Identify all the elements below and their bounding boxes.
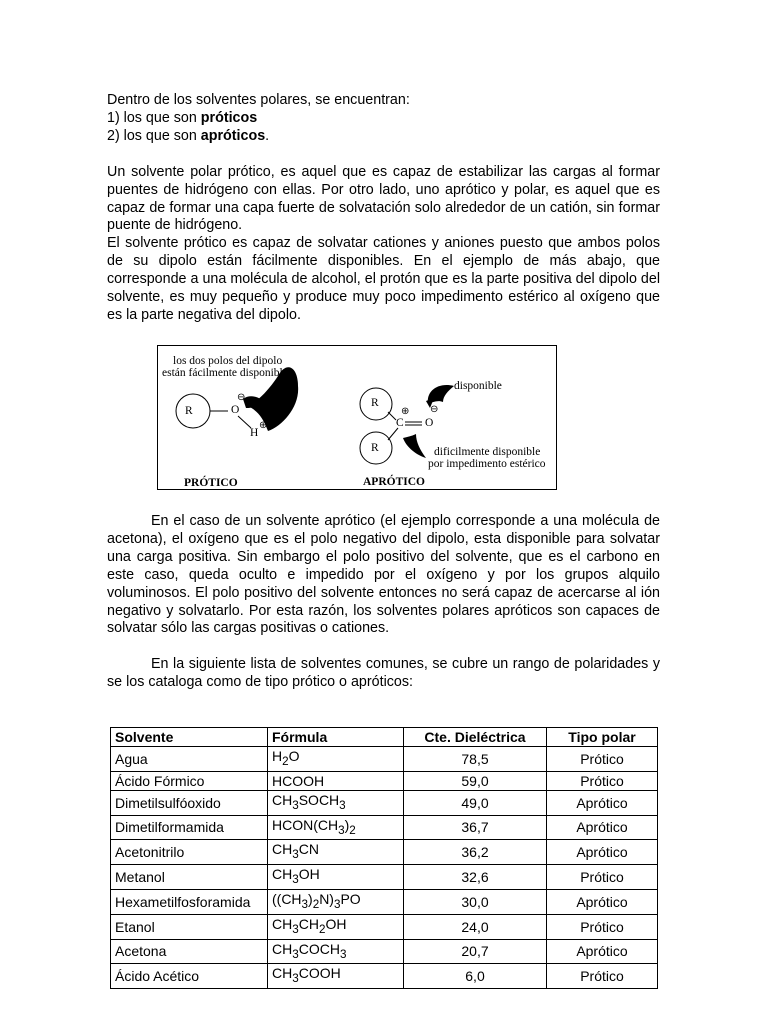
atom-r-aprotic-top: R <box>371 397 379 409</box>
table-row <box>111 964 658 989</box>
table-row <box>111 771 658 790</box>
cell-formula: $CH_3OH$ <box>268 865 404 890</box>
cell-dielectric: 24,0 <box>404 914 547 939</box>
cell-dielectric: 78,5 <box>404 747 547 772</box>
cell-dielectric: 20,7 <box>404 939 547 964</box>
atom-o-protic: O <box>231 404 240 416</box>
r-group-circle-protic <box>176 394 210 428</box>
paragraph-definition: Un solvente polar prótico, es aquel que es capaz de estabilizar las cargas al formar puentes de hidrógeno con ellas. Por otro lado, uno aprótico y polar, es aquel que es capaz de formar una capa fuerte de solvatación solo alrededor de un catión, sin formar puente de hidrógeno. <box>107 163 660 234</box>
cell-polar-type: Aprótico <box>547 939 658 964</box>
cell-dielectric: 59,0 <box>404 771 547 790</box>
cell-solvent: Metanol <box>111 865 268 890</box>
cell-polar-type: Aprótico <box>547 889 658 914</box>
cell-solvent: Agua <box>111 747 268 772</box>
table-row <box>111 840 658 865</box>
cell-dielectric: 49,0 <box>404 790 547 815</box>
cell-solvent: Acetonitrilo <box>111 840 268 865</box>
table-row <box>111 939 658 964</box>
charge-minus-protic: ⊖ <box>237 392 246 403</box>
bond-r-c-bottom <box>388 428 398 440</box>
cell-formula: $CH_3CH_2OH$ <box>268 914 404 939</box>
table-row <box>111 865 658 890</box>
label-available: disponible <box>454 380 502 392</box>
caption-aprotic: APRÓTICO <box>363 476 425 488</box>
cell-solvent: Ácido Acético <box>111 964 268 989</box>
document-body <box>107 92 660 325</box>
cell-formula: $CH_3COCH_3$ <box>268 939 404 964</box>
cell-polar-type: Prótico <box>547 914 658 939</box>
cell-solvent: Etanol <box>111 914 268 939</box>
cell-solvent: Ácido Fórmico <box>111 771 268 790</box>
hindered-lobe <box>403 434 426 458</box>
list-item-aprotic: 2) los que son apróticos. <box>107 127 270 144</box>
cell-polar-type: Prótico <box>547 771 658 790</box>
paragraph-protic: El solvente prótico es capaz de solvatar cationes y aniones puesto que ambos polos de su dipolo están fácilmente disponibles. En el ejemplo de más abajo, que corresponde a una molécula de alcohol, el protón que es la parte positiva del dipolo del solvente, es muy pequeño y produce muy poco impedimento estérico al oxígeno que es la parte negativa del dipolo. <box>107 235 660 323</box>
charge-minus-aprotic: ⊖ <box>430 404 439 415</box>
document-body-lower <box>107 513 660 692</box>
cell-solvent: Hexametilfosforamida <box>111 889 268 914</box>
caption-protic: PRÓTICO <box>184 477 238 489</box>
paragraph-aprotic: En el caso de un solvente aprótico (el ejemplo corresponde a una molécula de acetona), el oxígeno que es el polo negativo del dipolo, esta disponible para solvatar una carga positiva. Sin embargo el polo positivo del solvente, que es el carbono en este caso, queda oculto e impedido por el oxígeno y por los grupos alquilo voluminosos. El polo positivo del solvente entonces no será capaz de acercarse al ión negativo y solvatarlo. Por esta razón, los solventes polares apróticos son capaces de solvatar sólo las cargas positivas o cationes. <box>107 513 660 637</box>
cell-polar-type: Aprótico <box>547 840 658 865</box>
cell-formula: $CH_3CN$ <box>268 840 404 865</box>
cell-dielectric: 6,0 <box>404 964 547 989</box>
cell-formula: $H_2O$ <box>268 747 404 772</box>
cell-dielectric: 30,0 <box>404 889 547 914</box>
table-row <box>111 815 658 840</box>
cell-formula: HCOOH <box>268 771 404 790</box>
table-header-row <box>111 728 658 747</box>
label-protic-line1: los dos polos del dipolo <box>173 355 283 367</box>
cell-polar-type: Aprótico <box>547 815 658 840</box>
cell-polar-type: Prótico <box>547 865 658 890</box>
cell-dielectric: 32,6 <box>404 865 547 890</box>
list-item-protic: 1) los que son próticos <box>107 109 258 126</box>
atom-o-aprotic: O <box>425 417 434 429</box>
table-row <box>111 914 658 939</box>
cell-solvent: Dimetilformamida <box>111 815 268 840</box>
header-polar-type: Tipo polar <box>547 728 658 747</box>
cell-formula: $HCON(CH_3)_2$ <box>268 815 404 840</box>
header-dielectric: Cte. Dieléctrica <box>404 728 547 747</box>
cell-formula: $((CH_3)_2N)_3PO$ <box>268 889 404 914</box>
atom-r-protic: R <box>185 405 193 417</box>
cell-dielectric: 36,7 <box>404 815 547 840</box>
cell-polar-type: Prótico <box>547 747 658 772</box>
intro-line: Dentro de los solventes polares, se encuentran: <box>107 92 410 108</box>
label-hindered-line2: por impedimento estérico <box>428 458 546 470</box>
cell-formula: $CH_3SOCH_3$ <box>268 790 404 815</box>
atom-h-protic: H <box>250 427 259 439</box>
header-solvent: Solvente <box>111 728 268 747</box>
charge-plus-aprotic: ⊕ <box>401 406 410 417</box>
table-row <box>111 747 658 772</box>
cell-formula: $CH_3COOH$ <box>268 964 404 989</box>
table-row <box>111 889 658 914</box>
solvents-table <box>110 727 658 989</box>
cell-solvent: Dimetilsulfóoxido <box>111 790 268 815</box>
label-protic-line2: están fácilmente disponibles <box>162 367 293 379</box>
cell-polar-type: Prótico <box>547 964 658 989</box>
charge-plus-protic: ⊕ <box>259 420 268 431</box>
atom-r-aprotic-bottom: R <box>371 442 379 454</box>
table-row <box>111 790 658 815</box>
header-formula: Fórmula <box>268 728 404 747</box>
label-hindered-line1: dificilmente disponible <box>434 446 541 458</box>
cell-solvent: Acetona <box>111 939 268 964</box>
dipole-figure <box>157 345 557 490</box>
atom-c-aprotic: C <box>396 417 404 429</box>
paragraph-list-intro: En la siguiente lista de solventes comunes, se cubre un rango de polaridades y se los cataloga como de tipo prótico o apróticos: <box>107 656 660 691</box>
cell-dielectric: 36,2 <box>404 840 547 865</box>
bond-r-c-top <box>388 412 396 420</box>
cell-polar-type: Aprótico <box>547 790 658 815</box>
